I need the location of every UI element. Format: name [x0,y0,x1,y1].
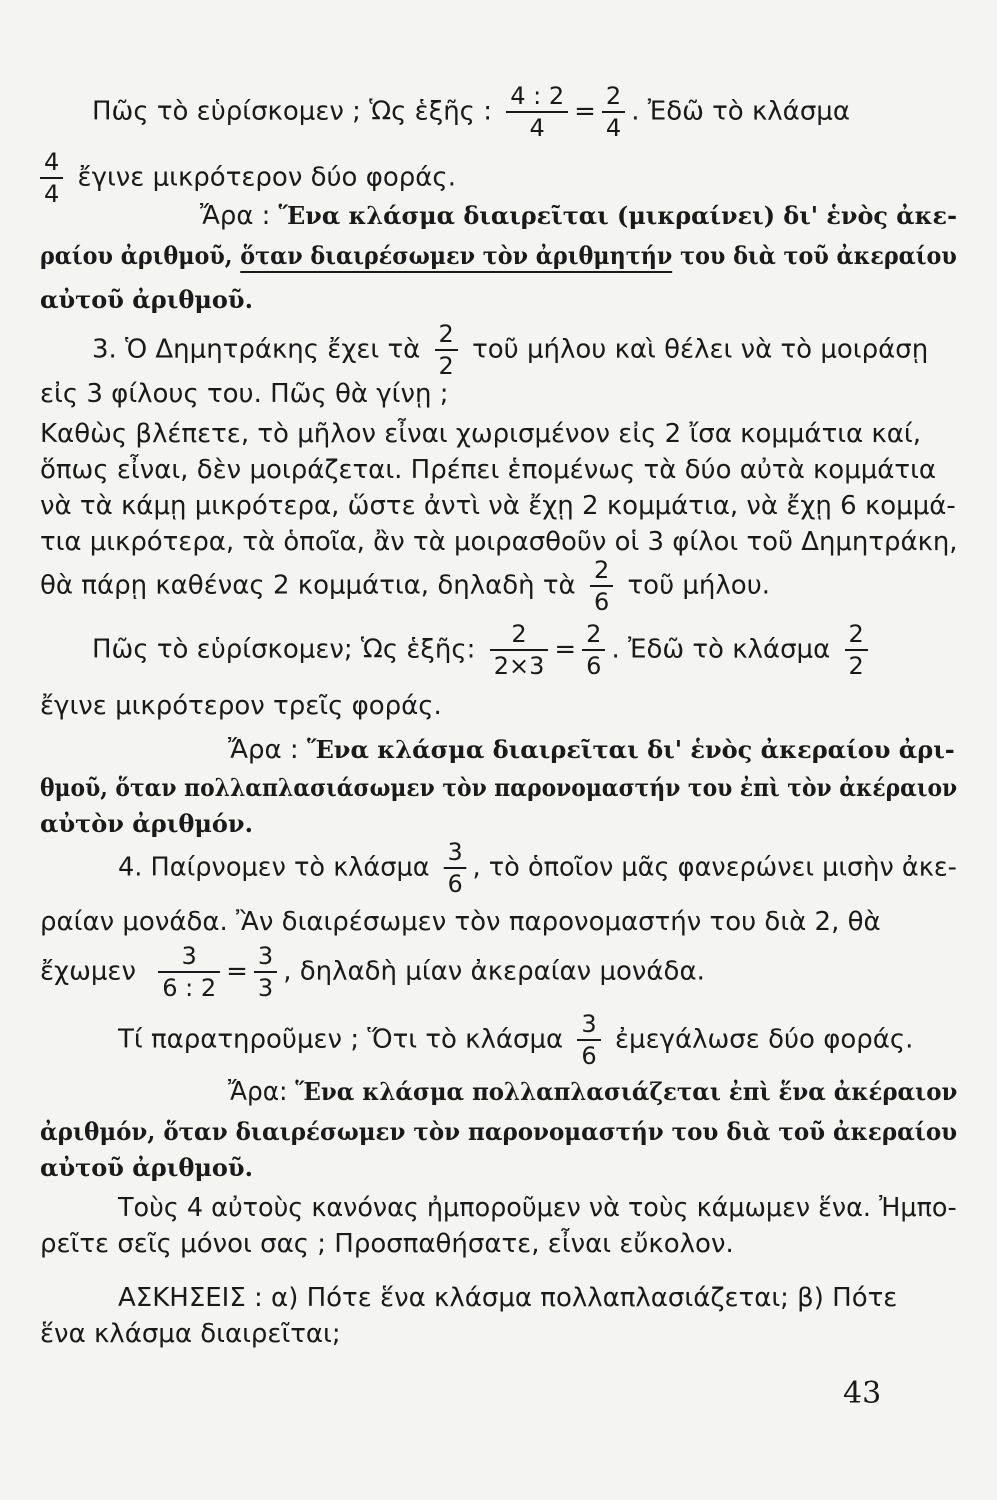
equals-sign: = [226,956,248,987]
rule-line: αὐτοῦ ἀριθμοῦ. [40,285,253,314]
fraction-numerator: 2 [586,620,602,648]
text-line [40,944,705,1000]
fraction [444,840,467,896]
rule-line: θμοῦ, ὅταν πολλαπλασιάσωμεν τὸν παρονομαστήν του ἐπὶ τὸν ἀκέραιον [40,773,958,802]
fraction [582,622,605,678]
fraction-numerator: 2 [593,556,610,584]
fraction-denominator: 4 [605,114,622,142]
fraction-denominator: 4 [529,114,545,142]
rule-text: ραίου ἀριθμοῦ, [40,241,233,270]
fraction-denominator: 2 [438,352,454,380]
fraction-bar [582,649,605,651]
rule-intro: Ἄρα: [228,1077,288,1107]
fraction-denominator: 6 : 2 [162,974,217,1002]
fraction-numerator: 3 [257,942,274,970]
fraction [435,322,458,378]
fraction-numerator: 4 : 2 [510,82,565,110]
rule-intro: Ἄρα : [228,735,299,765]
text-segment: . Ἐδῶ τὸ κλάσμα [611,634,831,665]
fraction [40,150,63,206]
fraction [158,944,220,1000]
equals-sign: = [554,634,577,665]
text-segment: Πῶς τὸ εὑρίσκομεν ; Ὡς ἑξῆς : [92,96,492,127]
fraction-numerator: 2 [438,320,454,348]
rule-text: Ἕνα κλάσμα διαιρεῖται δι' ἑνὸς ἀκεραίου ἀρι- [306,735,955,764]
text-segment: Τί παρατηροῦμεν ; Ὅτι τὸ κλάσμα [118,1024,564,1055]
text-line [118,1012,913,1068]
fraction-numerator: 3 [581,1010,597,1038]
fraction-denominator: 3 [257,974,274,1002]
text-segment: ἔγινε μικρότερον δύο φοράς. [77,162,456,193]
text-line [92,622,874,678]
rule-text: Ἕνα κλάσμα πολλαπλασιάζεται ἐπὶ ἕνα ἀκέραιον [295,1077,958,1106]
rule-intro: Ἄρα : [200,201,271,231]
text-segment: , τὸ ὁποῖον μᾶς φανερώνει μισὴν ἀκε- [472,852,957,883]
text-line [92,322,928,378]
text-line [118,840,957,896]
text-line [92,84,850,140]
rule-text: του διὰ τοῦ ἀκεραίου [680,241,957,270]
text-segment: τοῦ μήλου καὶ θέλει νὰ τὸ μοιράσῃ [472,334,929,365]
fraction [506,84,568,140]
rule-line: αὐτοῦ ἀριθμοῦ. [40,1153,253,1182]
text-line: νὰ τὰ κάμῃ μικρότερα, ὥστε ἀντὶ νὰ ἔχῃ 2 κομμάτια, νὰ ἔχῃ 6 κομμά- [40,491,956,521]
fraction-bar [602,111,625,113]
equals-sign: = [574,96,596,127]
fraction-denominator: 2 [848,652,864,680]
text-segment: 4. Παίρνομεν τὸ κλάσμα [118,852,430,883]
text-segment: , δηλαδὴ μίαν ἀκεραίαν μονάδα. [283,956,705,987]
text-segment: Πῶς τὸ εὑρίσκομεν; Ὡς ἑξῆς: [92,634,476,665]
fraction-bar [506,111,568,113]
fraction-numerator: 3 [447,838,463,866]
fraction-bar [444,867,467,869]
text-segment: . Ἐδῶ τὸ κλάσμα [631,96,850,127]
rule-line [228,1076,957,1108]
fraction-bar [845,649,868,651]
text-line [40,150,456,206]
rule-text: Ἕνα κλάσμα διαιρεῖται (μικραίνει) δι' ἑνὸς ἀκε- [278,201,957,230]
fraction-numerator: 2 [511,620,527,648]
fraction-denominator: 4 [44,180,60,208]
fraction-bar [577,1039,600,1041]
text-segment: τοῦ μήλου. [627,570,771,601]
fraction-numerator: 4 [44,148,60,176]
text-line: ρεῖτε σεῖς μόνοι σας ; Προσπαθήσατε, εἶναι εὔκολον. [40,1229,734,1259]
text-segment: ἐμεγάλωσε δύο φοράς. [614,1024,914,1055]
fraction-denominator: 2×3 [493,652,545,680]
fraction [602,84,625,140]
text-line: Τοὺς 4 αὐτοὺς κανόνας ἠμποροῦμεν νὰ τοὺς κάμωμεν ἕνα. Ἠμπο- [118,1193,957,1223]
rule-line [228,734,955,766]
text-line: εἰς 3 φίλους του. Πῶς θὰ γίνῃ ; [40,379,449,409]
fraction-bar [254,971,277,973]
fraction-bar [40,177,63,179]
fraction [254,944,277,1000]
fraction-denominator: 6 [447,870,463,898]
fraction-bar [490,649,549,651]
fraction [490,622,549,678]
fraction-numerator: 2 [848,620,864,648]
text-line: ὅπως εἶναι, δὲν μοιράζεται. Πρέπει ἑπομένως τὰ δύο αὐτὰ κομμάτια [40,455,937,485]
rule-line [200,200,957,232]
fraction-bar [435,349,458,351]
fraction [590,558,613,614]
page-number: 43 [843,1376,882,1411]
fraction-denominator: 6 [581,1042,597,1070]
text-segment: 3. Ὁ Δημητράκης ἔχει τὰ [92,334,421,365]
text-line: τια μικρότερα, τὰ ὁποῖα, ἂν τὰ μοιρασθοῦν οἱ 3 φίλοι τοῦ Δημητράκη, [40,527,958,557]
text-segment: θὰ πάρῃ καθένας 2 κομμάτια, δηλαδὴ τὰ [40,570,576,601]
rule-line: ἀριθμόν, ὅταν διαιρέσωμεν τὸν παρονομαστήν του διὰ τοῦ ἀκεραίου [40,1117,958,1146]
rule-line [40,240,957,272]
fraction-denominator: 6 [593,588,610,616]
text-line [40,558,770,614]
exercises-line: ἕνα κλάσμα διαιρεῖται; [40,1319,341,1349]
fraction-bar [158,971,220,973]
rule-underlined-text: ὅταν διαιρέσωμεν τὸν ἀριθμητήν [240,241,672,273]
text-segment: ἔχωμεν [40,956,136,987]
fraction-denominator: 6 [586,652,602,680]
fraction-bar [590,585,613,587]
fraction [577,1012,600,1068]
text-line: ἔγινε μικρότερον τρεῖς φοράς. [40,691,442,721]
fraction-numerator: 3 [181,942,197,970]
fraction [845,622,868,678]
exercises-line: ΑΣΚΗΣΕΙΣ : α) Πότε ἕνα κλάσμα πολλαπλασιάζεται; β) Πότε [118,1283,898,1313]
text-line: ραίαν μονάδα. Ἂν διαιρέσωμεν τὸν παρονομαστήν του διὰ 2, θὰ [40,907,881,937]
rule-line: αὐτὸν ἀριθμόν. [40,809,253,838]
text-line: Καθὼς βλέπετε, τὸ μῆλον εἶναι χωρισμένον εἰς 2 ἴσα κομμάτια καί, [40,419,921,449]
fraction-numerator: 2 [605,82,622,110]
